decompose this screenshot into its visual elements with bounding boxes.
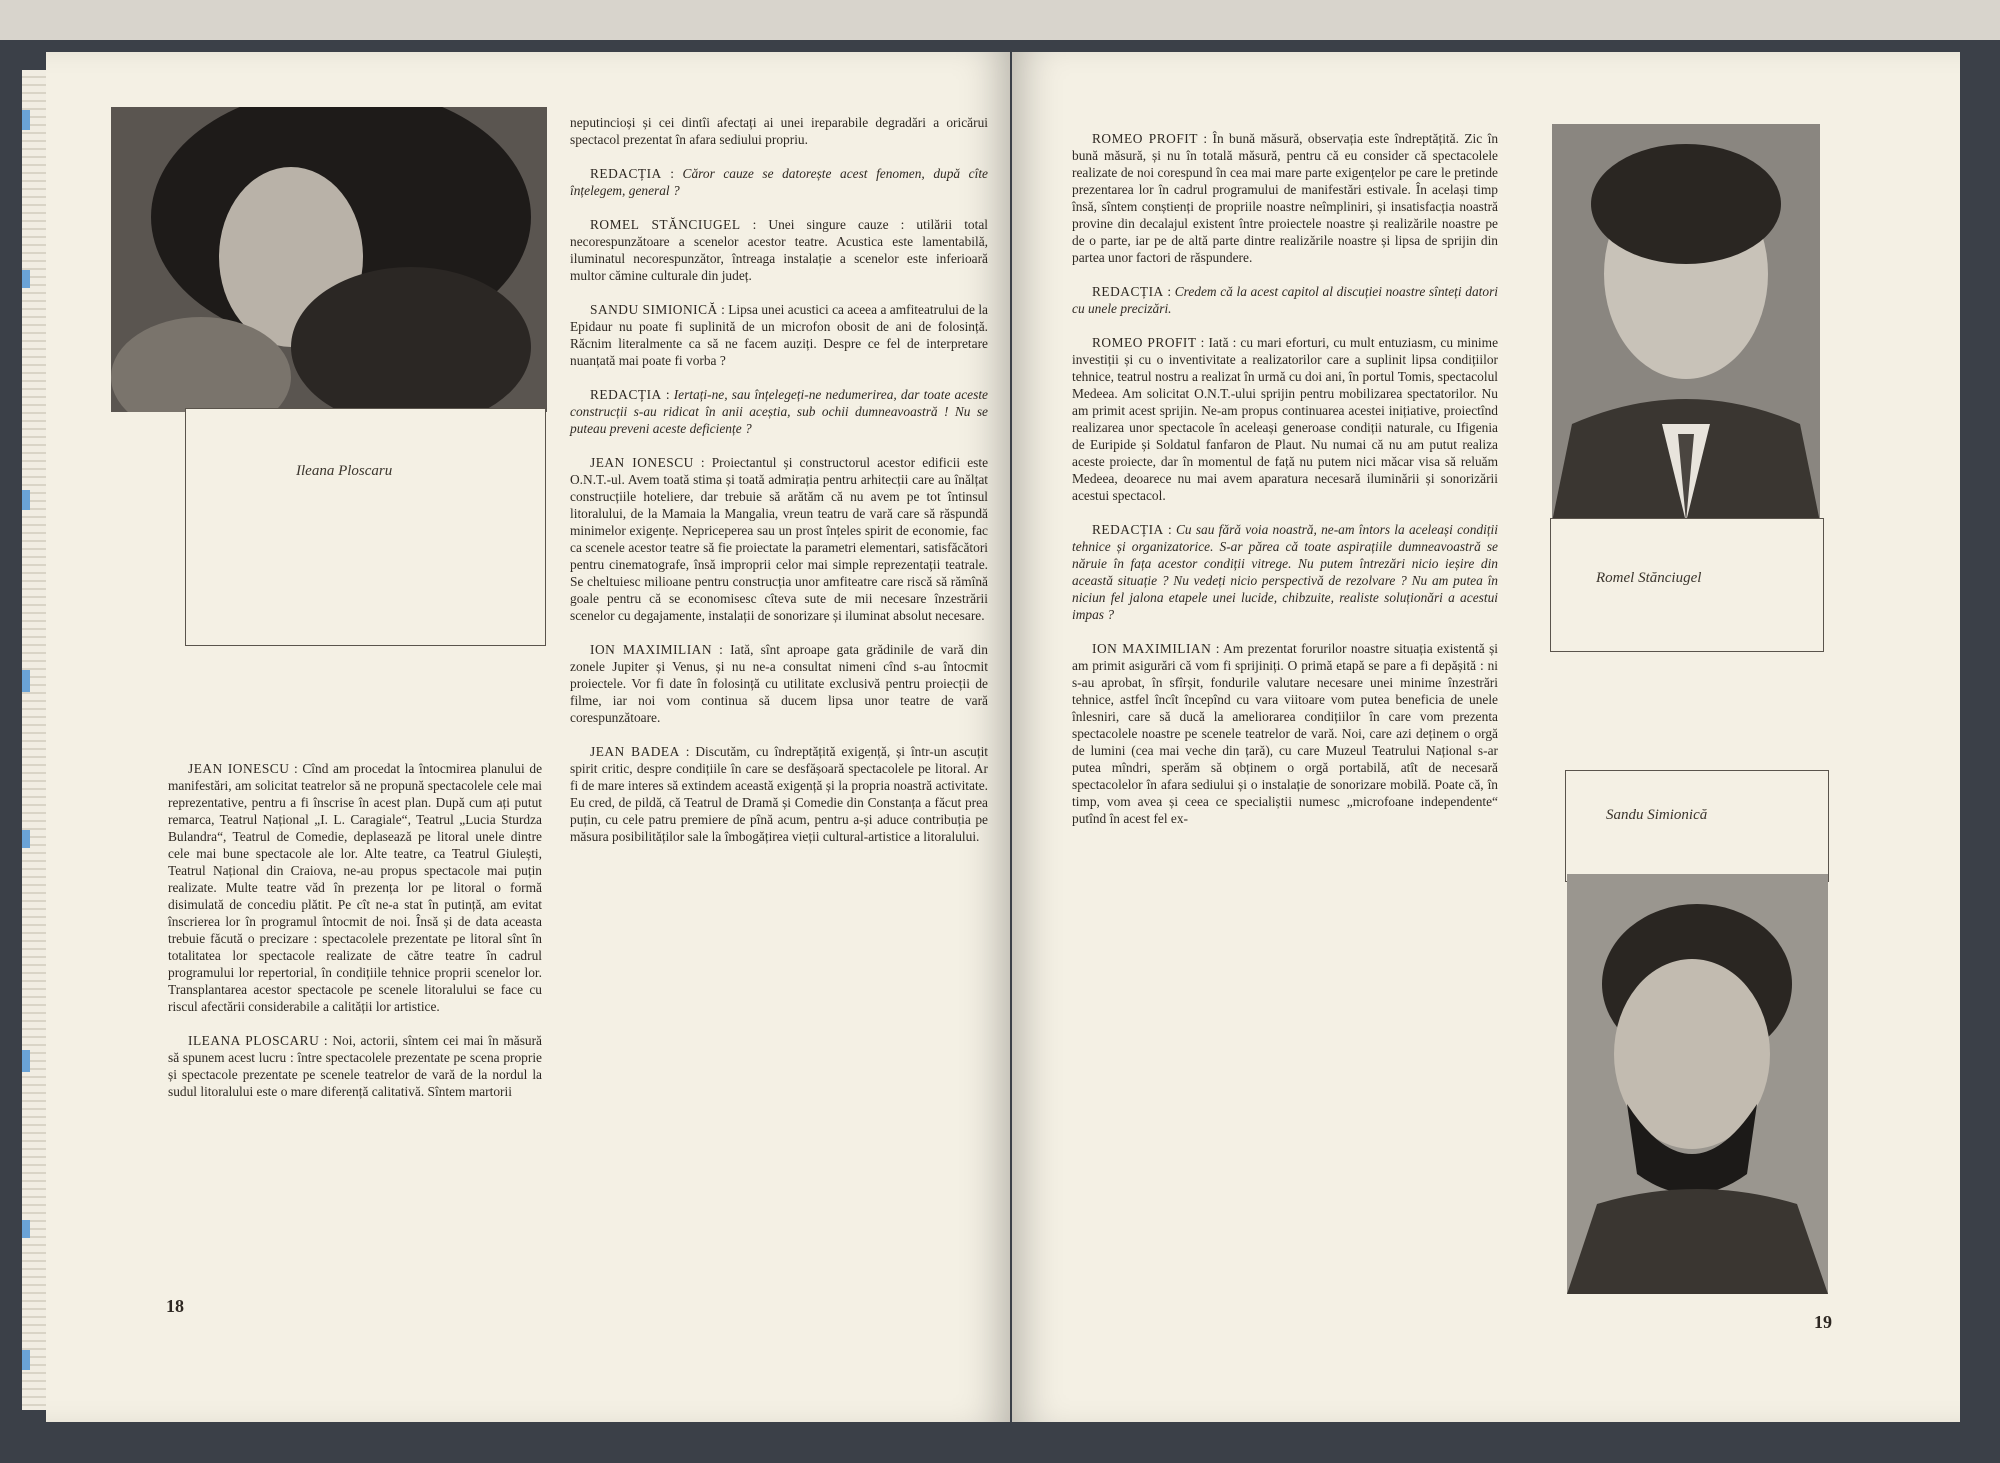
paragraph: [570, 165, 988, 199]
speaker-name: JEAN BADEA: [590, 744, 680, 759]
right-page: [1012, 52, 1960, 1422]
page-number-left: 18: [166, 1296, 184, 1316]
speaker-separator: :: [1197, 131, 1213, 146]
paragraph-text: Lipsa unei acustici ca aceea a amfiteatrului de la Epidaur nu poate fi suplinită de un microfon obosit de ani de folosință. Răcnim literalmente ca să ne facem auziți. Despre ce fel de interpretare nuanțată mai poate fi vorba ?: [570, 302, 988, 368]
paragraph: [570, 743, 988, 845]
speaker-separator: :: [1163, 522, 1176, 537]
speaker-name: REDACȚIA: [590, 166, 662, 181]
left-page: [46, 52, 1010, 1422]
paragraph: [570, 386, 988, 437]
paragraph: [570, 454, 988, 624]
paragraph-text: Discutăm, cu îndreptățită exigență, și într-un ascuțit spirit critic, despre condițiile în care se desfășoară spectacolele pe litoral. Ar fi de mare interes să extindem această exigență și la propria noastră activitate. Eu cred, de pildă, că Teatrul de Dramă și Comedie din Constanța a făcut prea puțin, cu cele patru premiere de pînă acum, pentru a-și aduce contribuția pe măsura posibilităților sale la îmbogățirea vieții cultural-artistice a litoralului.: [570, 744, 989, 844]
paragraph-text: Am prezentat forurilor noastre situația existentă și am primit asigurări că vom fi sprijiniți. O primă etapă se pare a fi depășită : ni s-au aprobat, în sfîrșit, fondurile valutare necesare unei minime înzestrări tehnice, astfel încît începînd cu vara viitoare vom putea beneficia de unele înlesniri, care să ducă la ameliorarea condițiilor în care vom prezenta spectacolele noastre pe scenele teatrelor de vară. Noi, care azi deținem o orgă de lumini (cea mai veche din țară), cu care Muzeul Teatrului Național s-ar putea mîndri, sperăm să obținem o orgă portabilă, atît de necesară spectacolelor în afara sediului și o instalație de sonorizare mobilă. Poate că, în timp, vom avea și ceea ce specialiștii numesc „microfoane independente“ putînd în acest fel ex-: [1072, 641, 1499, 826]
portrait-photo-romel-stanciugel: [1552, 124, 1820, 522]
speaker-name: ROMEL STĂNCIUGEL: [590, 217, 741, 232]
speaker-separator: :: [740, 217, 769, 232]
speaker-separator: :: [661, 387, 674, 402]
paragraph-text: Cu sau fără voia noastră, ne-am întors la aceleași condiții tehnice și organizatorice. S-ar părea că toate aspirațiile dumneavoastră se năruie în fața acestor condiții vitrege. Nu putem întrezări nicio ieșire din această situație ? Nu vedeți nicio perspectivă de rezolvare ? Nu am putea în niciun fel jalona etapele unei lucide, chibzuite, realiste soluționări a acestui impas ?: [1072, 522, 1499, 622]
speaker-name: ROMEO PROFIT: [1092, 335, 1197, 350]
speaker-separator: :: [289, 761, 303, 776]
speaker-name: JEAN IONESCU: [590, 455, 694, 470]
paragraph: [570, 641, 988, 726]
paragraph-text: Iată, sînt aproape gata grădinile de vară din zonele Jupiter și Venus, și nu ne-a consultat nimeni cînd s-au întocmit proiectele. Vor fi date în folosință cu utilitate exclusivă pentru proiecții de filme, iar noi vom continua să ducem lipsa unor teatre de vară corespunzătoare.: [570, 642, 988, 725]
portrait-photo-sandu-simionica: [1567, 874, 1828, 1294]
portrait-photo-ileana-ploscaru: [111, 107, 547, 412]
speaker-name: ROMEO PROFIT: [1092, 131, 1198, 146]
paragraph: [570, 114, 988, 148]
text-column-3: [1072, 130, 1498, 844]
page-edges: [22, 70, 48, 1410]
paragraph-text: În bună măsură, observația este îndreptățită. Zic în bună măsură, și nu în totală măsură, pentru că eu consider că spectacolele realizate de noi corespund în cea mai mare parte exigențelor pe care le pretinde prezentarea lor în cadrul programului de manifestări estivale. În același timp însă, sîntem conștienți de propriile noastre neîmpliniri, și insatisfacția noastră provine din decalajul existent între proiectele noastre și realizările noastre pe de o parte, iar pe de altă parte dintre realizările noastre și lipsa de sprijin din partea unor factori de răspundere.: [1072, 131, 1499, 265]
speaker-separator: :: [712, 642, 731, 657]
speaker-name: SANDU SIMIONICĂ: [590, 302, 718, 317]
speaker-separator: :: [1163, 284, 1175, 299]
paragraph-text: Noi, actorii, sîntem cei mai în măsură să spunem acest lucru : între spectacolele prezentate pe scena proprie și spectacole prezentate pe scenele teatrelor de vară de la nordul la sudul litoralului este o mare diferență calitativă. Sîntem martorii: [168, 1033, 542, 1099]
speaker-separator: :: [319, 1033, 333, 1048]
paragraph: [570, 216, 988, 284]
speaker-name: JEAN IONESCU: [188, 761, 290, 776]
paragraph-text: Proiectantul și constructorul acestor edificii este O.N.T.-ul. Avem toată stima și toată admirația pentru arhitecții care au înălțat construcțiile hoteliere, dar trebuie să arătăm că nu avem pe tot întinsul litoralului, de la Mamaia la Mangalia, vreun teatru de vară care să răspundă minimelor exigențe. Nepriceperea sau un prost înțeles spirit de economie, fac ca scenele acestor teatre să fie proiectate la parametri elementari, satisfăcători pentru cinematografe, însă improprii celor mai simple reprezentații teatrale. Se cheltuiesc milioane pentru construcția unor amfiteatre care riscă să rămînă goale pentru că se economisesc cîteva sute de mii necesare înzestrării scenelor cu degajamente, instalații de sonorizare și iluminat absolut necesare.: [570, 455, 989, 623]
caption-ileana-ploscaru: Ileana Ploscaru: [296, 463, 393, 479]
paragraph-text: Iertați-ne, sau înțelegeți-ne nedumerirea, dar toate aceste construcții s-au ridicat în anii aceștia, sub ochii dumneavoastră ! Nu se puteau preveni aceste deficiențe ?: [570, 387, 988, 436]
speaker-separator: :: [679, 744, 696, 759]
paragraph-text: Cînd am procedat la întocmirea planului de manifestări, am solicitat teatrelor să ne propună spectacolele cele mai reprezentative, pentru a fi înscrise în acest plan. După cum ați putut remarca, Teatrul Național „I. L. Caragiale“, Teatrul „Lucia Sturdza Bulandra“, Teatrul de Comedie, deplasează pe litoral unele dintre cele mai bune spectacole ale lor. Alte teatre, ca Teatrul Giulești, Teatrul Național din Craiova, ne-au propus spectacole mai puțin realizate. Multe teatre văd în prezența lor pe litoral o formă disimulată de concediu plătit. Pe cît ne-a stat în putință, am evitat înscrierea lor în programul întocmit de noi. Însă și de data aceasta trebuie făcută o precizare : spectacolele prezentate pe litoral sînt în totalitatea lor spectacole realizate de către teatre în cadrul programului lor repertorial, în condițiile tehnice proprii scenelor lor. Transplantarea acestor spectacole pe scenele litoralului se face cu riscul afectării considerabile a calității lor artistice.: [168, 761, 543, 1014]
speaker-name: REDACȚIA: [1092, 284, 1164, 299]
paragraph-text: Credem că la acest capitol al discuției noastre sînteți datori cu unele precizări.: [1072, 284, 1498, 316]
paragraph: [1072, 334, 1498, 504]
speaker-separator: :: [661, 166, 683, 181]
caption-box-1: [185, 408, 546, 646]
paragraph: [1072, 130, 1498, 266]
caption-box-3: [1565, 770, 1829, 882]
caption-sandu-simionica: Sandu Simionică: [1606, 807, 1708, 823]
paragraph-text: Căror cauze se datorește acest fenomen, după cîte înțelegem, general ?: [570, 166, 989, 198]
paragraph: [1072, 283, 1498, 317]
paragraph: [570, 301, 988, 369]
paragraph: [1072, 640, 1498, 827]
background-top: [0, 0, 2000, 40]
text-column-2: [570, 114, 988, 862]
speaker-separator: :: [1196, 335, 1209, 350]
paragraph: [168, 760, 542, 1015]
text-column-1: [168, 760, 542, 1117]
speaker-separator: :: [693, 455, 712, 470]
speaker-separator: :: [717, 302, 729, 317]
page-number-right: 19: [1814, 1312, 1832, 1332]
speaker-name: ION MAXIMILIAN: [1092, 641, 1212, 656]
speaker-name: ILEANA PLOSCARU: [188, 1033, 320, 1048]
speaker-name: REDACȚIA: [590, 387, 662, 402]
paragraph: [168, 1032, 542, 1100]
paragraph-text: Unei singure cauze : utilării total necorespunzătoare a scenelor acestor teatre. Acustica este lamentabilă, iluminatul necorespunzător, întreaga instalație a scenelor este inferioară multor cămine culturale din județ.: [570, 217, 988, 283]
paragraph-text: Iată : cu mari eforturi, cu mult entuziasm, cu minime investiții și cu o inventivitate a realizatorilor care a suplinit lipsa condițiilor tehnice, teatrul nostru a realizat în urmă cu doi ani, în portul Tomis, spectacolul Medeea. Am solicitat O.N.T.-ului sprijin pentru mobilizarea spectatorilor. Nu am primit acest sprijin. Ne-am propus continuarea acestei inițiative, proiectînd realizarea unor spectacole în aceleași generoase condiții naturale, cu Ifigenia de Euripide și Soldatul fanfaron de Plaut. Nu numai că nu am putut realiza aceste proiecte, dar în momentul de față nu putem nici măcar visa să reluăm Medeea, deoarece nu mai avem aparatura necesară iluminării și sonorizării acestui spectacol.: [1072, 335, 1499, 503]
speaker-name: REDACȚIA: [1092, 522, 1164, 537]
paragraph-text: neputincioși și cei dintîi afectați ai unei ireparabile degradări a oricărui spectacol prezentat în afara sediului propriu.: [570, 115, 988, 147]
paragraph: [1072, 521, 1498, 623]
speaker-separator: :: [1211, 641, 1224, 656]
speaker-name: ION MAXIMILIAN: [590, 642, 713, 657]
caption-romel-stanciugel: Romel Stănciugel: [1596, 570, 1702, 586]
